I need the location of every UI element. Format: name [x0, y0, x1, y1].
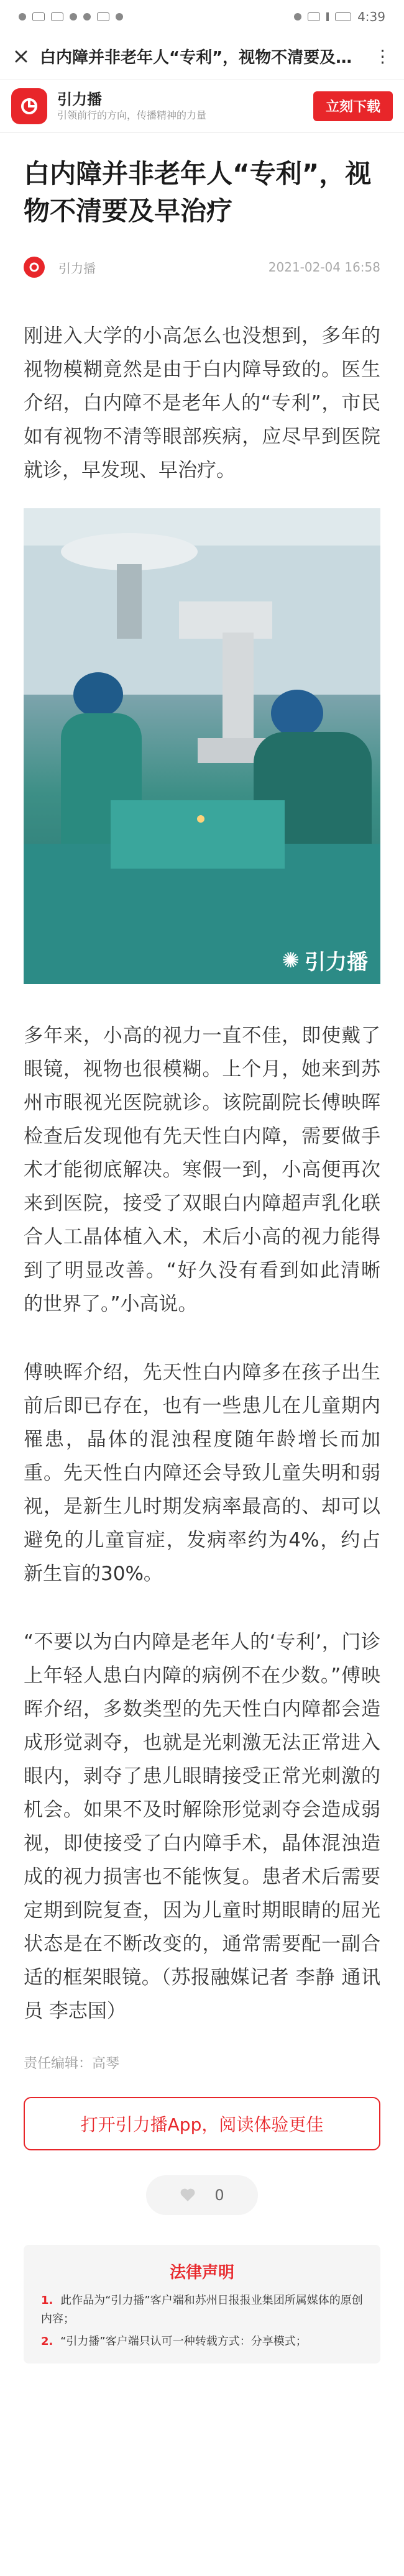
watermark-logo-icon: ✺ [282, 948, 300, 973]
open-app-button[interactable]: 打开引力播App，阅读体验更佳 [24, 2097, 380, 2150]
source-name[interactable]: 引力播 [58, 260, 96, 276]
app-download-banner[interactable] [0, 80, 404, 133]
app-notification-icon [70, 13, 77, 21]
message-icon [32, 12, 45, 21]
status-right-icons [294, 9, 385, 24]
app-logo-icon [18, 95, 40, 117]
wifi-icon [51, 12, 63, 21]
photo-watermark [282, 945, 369, 975]
legal-item-number: 2. [41, 2335, 53, 2348]
legal-item [41, 2291, 363, 2329]
signal-icon [326, 12, 329, 21]
source-logo-icon [24, 257, 45, 278]
app-name: 引力播 [57, 90, 102, 108]
like-count: 0 [214, 2186, 224, 2204]
more-notifications-icon [116, 13, 123, 21]
top-bar [0, 34, 404, 80]
article-paragraph: 傅映晖介绍，先天性白内障多在孩子出生前后即已存在，也有一些患儿在儿童期内罹患，晶体的混浊程度随年龄增长而加重。先天性白内障还会导致儿童失明和弱视，是新生儿时期发病率最高的、却可以避免的儿童盲症，发病率约为4%，约占新生盲的30%。 [24, 1361, 380, 1585]
status-bar [0, 0, 404, 34]
paw-icon [83, 13, 91, 21]
close-button[interactable] [9, 44, 34, 69]
article-photo[interactable] [24, 508, 380, 984]
article-paragraph: 刚进入大学的小高怎么也没想到，多年的视物模糊竟然是由于白内障导致的。医生介绍，白内障不是老年人的“专利”，市民如有视物不清等眼部疾病，应尽早到医院就诊，早发现、早治疗。 [24, 325, 380, 482]
legal-item-text: 此作品为“引力播”客户端和苏州日报报业集团所属媒体的原创内容； [41, 2294, 363, 2326]
image-icon [97, 12, 109, 21]
more-icon: ⋮ [374, 46, 392, 66]
app-logo [11, 88, 47, 124]
alarm-icon [294, 13, 301, 21]
app-slogan: 引领前行的方向，传播精神的力量 [57, 109, 207, 121]
download-button[interactable]: 立刻下载 [313, 91, 393, 121]
legal-item [41, 2332, 363, 2351]
legal-notice [24, 2245, 380, 2364]
article-headline: 白内障并非老年人“专利”，视物不清要及早治疗 [24, 158, 372, 226]
legal-title: 法律声明 [169, 2263, 234, 2282]
heart-icon [180, 2188, 196, 2203]
article-paragraph: 多年来，小高的视力一直不佳，即使戴了眼镜，视物也很模糊。上个月，她来到苏州市眼视光医院就诊。该院副院长傅映晖检查后发现他有先天性白内障，需要做手术才能彻底解决。寒假一到，小高便再次来到医院，接受了双眼白内障超声乳化联合人工晶体植入术，术后小高的视力能得到了明显改善。“好久没有看到如此清晰的世界了。”小高说。 [24, 1025, 380, 1315]
close-icon [14, 50, 28, 63]
article-paragraph: “不要以为白内障是老年人的‘专利’，门诊上年轻人患白内障的病例不在少数。”傅映晖介绍，多数类型的先天性白内障都会造成形觉剥夺，也就是光刺激无法正常进入眼内，剥夺了患儿眼睛接受正常光刺激的机会。如果不及时解除形觉剥夺会造成弱视，即使接受了白内障手术，晶体混浊造成的视力损害也不能恢复。患者术后需要定期到院复查，因为儿童时期眼睛的屈光状态是在不断改变的，通常需要配一副合适的框架眼镜。（苏报融媒记者 李静 通讯员 李志国） [24, 1631, 380, 2022]
editor-credit: 责任编辑：高琴 [24, 2056, 120, 2071]
status-left-icons [19, 12, 123, 21]
publish-time: 2021-02-04 16:58 [268, 260, 380, 275]
article-meta [24, 255, 380, 280]
notification-icon [19, 13, 26, 21]
clock: 4:39 [357, 9, 385, 24]
more-options-button[interactable] [370, 46, 395, 66]
legal-item-text: “引力播”客户端只认可一种转载方式：分享模式； [60, 2335, 307, 2348]
like-button[interactable] [146, 2175, 258, 2215]
battery-icon [335, 12, 351, 21]
watermark-text: 引力播 [305, 950, 368, 975]
banner-text [47, 90, 313, 122]
vibrate-icon [308, 12, 320, 21]
article [0, 155, 404, 2072]
page-title: 白内障并非老年人“专利”，视物不清要及… [40, 48, 352, 67]
surgery-scene-illustration [24, 508, 380, 984]
legal-item-number: 1. [41, 2294, 53, 2307]
